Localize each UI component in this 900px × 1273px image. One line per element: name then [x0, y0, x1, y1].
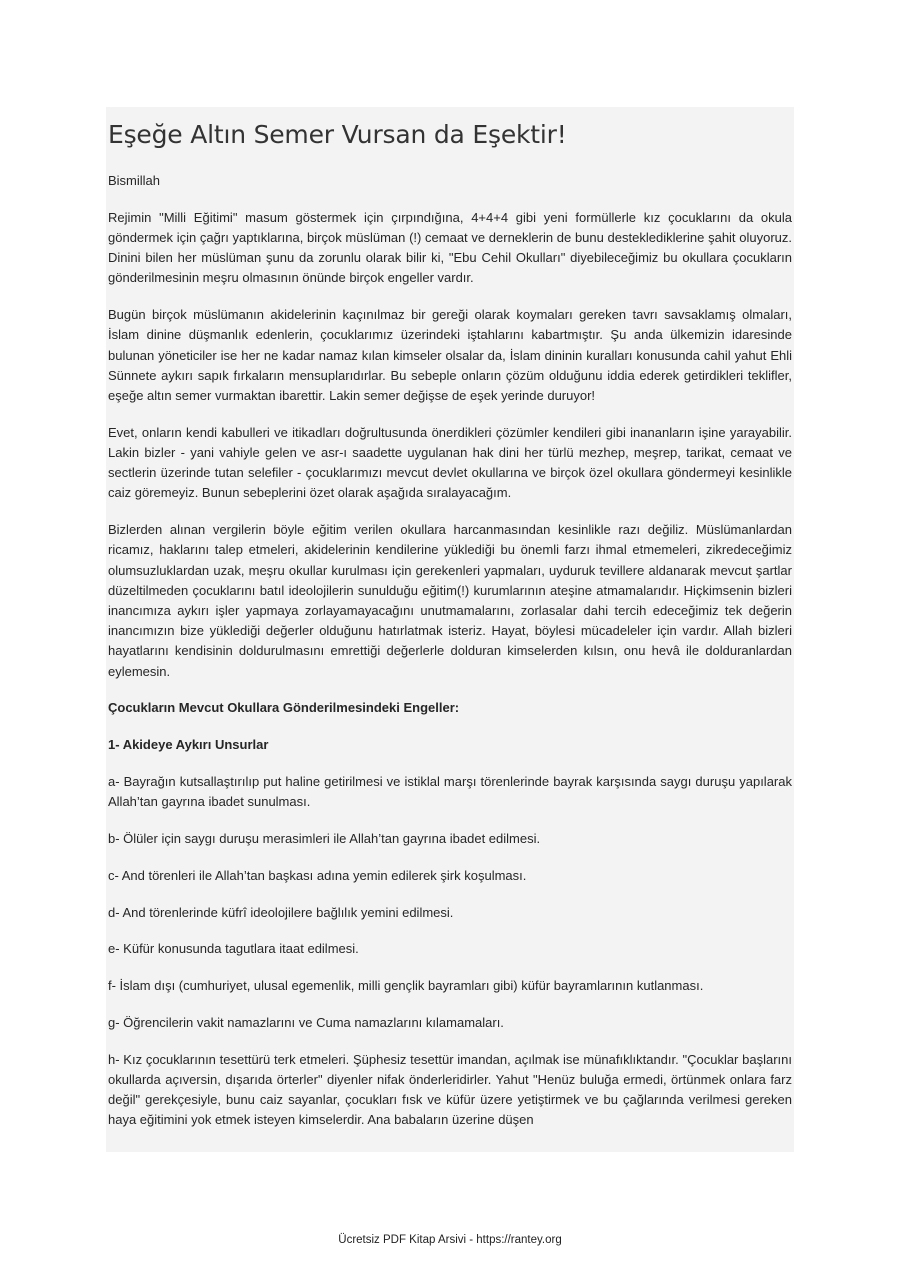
paragraph: Bizlerden alınan vergilerin böyle eğitim verilen okullara harcanmasından kesinlikle razı değiliz. Müslümanlardan ricamız, haklarını talep etmeleri, akidelerinin kendilerine yüklediği bu önemli farzı ihmal etmemeleri, zikredeceğimiz olumsuzluklardan uzak, meşru okullar kurulması için gerekenleri yapmaları, uyduruk tevillere aldanarak mevcut şartlar düzeltilmeden çocuklarını batıl ideolojilerin sunulduğu eğitim(!) kurumlarının ateşine atmamalarıdır. Hiçkimsenin bizleri inancımıza aykırı işler yapmaya zorlayamayacağını unutmamalarını, zorlasalar dahi tercih edeceğimiz tek değerin inancımızın bize yüklediği değerler olduğunu hatırlatmak isteriz. Hayat, böylesi mücadeleler için vardır. Allah bizleri hayatlarını kendisinin doldurulmasını emrettiği değerlerle dolduran kimselerden kılsın, onu hevâ ile dolduranlardan eylemesin. — [108, 522, 792, 679]
subheading: 1- Akideye Aykırı Unsurlar — [108, 737, 269, 753]
list-item: d- And törenlerinde küfrî ideolojilere bağlılık yemini edilmesi. — [108, 904, 454, 920]
list-item: g- Öğrencilerin vakit namazlarını ve Cuma namazlarını kılamamaları. — [108, 1015, 504, 1031]
list-item: h- Kız çocuklarının tesettürü terk etmeleri. Şüphesiz tesettür imandan, açılmak ise münafıklıktandır. "Çocuklar başlarını okullarda açıversin, dışarıda örterler" diyenler nifak önderleridirler. Yahut "Henüz buluğa ermedi, örtünmek onlara farz değil" gerekçesiyle, bunu caiz sayanlar, çocukları fısk ve küfür üzere yetiştirmek ve bu çağlarında verilmesi gereken haya eğitimini yok etmek isteyen kimselerdir. Ana babaların üzerine düşen — [108, 1051, 792, 1128]
paragraph: Rejimin "Milli Eğitimi" masum göstermek için çırpındığına, 4+4+4 gibi yeni formüllerle kız çocuklarını da okula göndermek için çağrı yaptıklarına, birçok müslüman (!) cemaat ve derneklerin de bunu desteklediklerine şahit oluyoruz. Dinini bilen her müslüman şunu da zorunlu olarak bilir ki, "Ebu Cehil Okulları" diyebileceğimiz bu okullara çocukların gönderilmesinin meşru olmasının önünde birçok engeller vardır. — [108, 209, 792, 286]
paragraph: Bugün birçok müslümanın akidelerinin kaçınılmaz bir gereği olarak koymaları gereken tavrı savsaklamış olmaları, İslam dinine düşmanlık edenlerin, çocuklarımız üzerindeki iştahlarını kabartmıştır. Şu anda ülkemizin idaresinde bulunan yöneticiler ise her ne kadar namaz kılan kimseler olsalar da, İslam dininin kuralları konusunda cahil yahut Ehli Sünnete aykırı sapık fırkaların mensuplarıdırlar. Bu sebeple onların çözüm olduğunu iddia ederek getirdikleri teklifler, eşeğe altın semer vurmaktan ibarettir. Lakin semer değişse de eşek yerinde duruyor! — [108, 307, 792, 404]
list-item: e- Küfür konusunda tagutlara itaat edilmesi. — [108, 941, 359, 957]
page-content — [106, 107, 794, 1152]
bismillah-text: Bismillah — [108, 173, 161, 188]
footer-text: Ücretsiz PDF Kitap Arsivi - https://rantey.org — [338, 1234, 562, 1246]
section-heading: Çocukların Mevcut Okullara Gönderilmesindeki Engeller: — [108, 700, 460, 716]
page-title: Eşeğe Altın Semer Vursan da Eşektir! — [108, 120, 567, 149]
list-item: a- Bayrağın kutsallaştırılıp put haline getirilmesi ve istiklal marşı törenlerinde bayrak karşısında saygı duruşu yapılarak Allah’tan gayrına ibadet sunulması. — [108, 774, 792, 810]
list-item: f- İslam dışı (cumhuriyet, ulusal egemenlik, milli gençlik bayramları gibi) küfür bayramlarının kutlanması. — [108, 978, 704, 994]
list-item: c- And törenleri ile Allah’tan başkası adına yemin edilerek şirk koşulması. — [108, 867, 527, 883]
article-body — [106, 171, 794, 1131]
list-item: b- Ölüler için saygı duruşu merasimleri ile Allah’tan gayrına ibadet edilmesi. — [108, 831, 541, 847]
paragraph: Evet, onların kendi kabulleri ve itikadları doğrultusunda önerdikleri çözümler kendileri gibi inananların işine yarayabilir. Lakin bizler - yani vahiyle gelen ve asr-ı saadette uygulanan hak dini her türlü mezhep, meşrep, tarikat, cemaat ve sectlerin üzerinde tutan selefiler - çocuklarımızı mevcut devlet okullarına ve birçok özel okullara göndermeyi kesinlikle caiz göremeyiz. Bunun sebeplerini özet olarak aşağıda sıralayacağım. — [108, 424, 792, 501]
